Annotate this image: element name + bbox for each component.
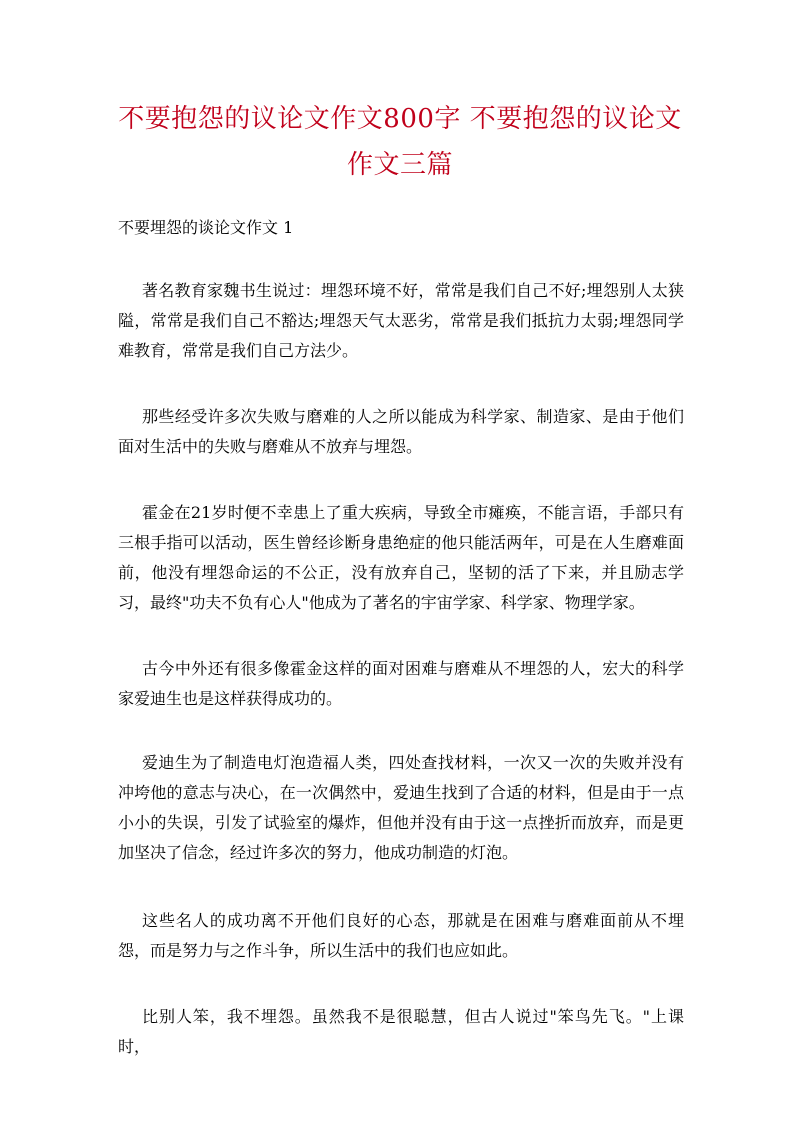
- document-title: 不要抱怨的议论文作文800字 不要抱怨的议论文作文三篇: [118, 104, 682, 180]
- paragraph-4: 古今中外还有很多像霍金这样的面对困难与磨难从不埋怨的人，宏大的科学家爱迪生也是这样获得成功的。: [118, 659, 684, 708]
- paragraph-1: 著名教育家魏书生说过：埋怨环境不好，常常是我们自己不好;埋怨别人太狭隘，常常是我们自己不豁达;埋怨天气太恶劣，常常是我们抵抗力太弱;埋怨同学难教育，常常是我们自己方法少。: [118, 281, 684, 360]
- paragraph-3: 霍金在21岁时便不幸患上了重大疾病，导致全市瘫痪，不能言语，手部只有三根手指可以活动，医生曾经诊断身患绝症的他只能活两年，可是在人生磨难面前，他没有埋怨命运的不公正，没有放弃自己，坚韧的活了下来，并且励志学习，最终"功夫不负有心人"他成为了著名的宇宙学家、科学家、物理学家。: [118, 503, 684, 612]
- paragraph-2: 那些经受许多次失败与磨难的人之所以能成为科学家、制造家、是由于他们面对生活中的失败与磨难从不放弃与埋怨。: [118, 407, 684, 456]
- paragraph-6: 这些名人的成功离不开他们良好的心态，那就是在困难与磨难面前从不埋怨，而是努力与之作斗争，所以生活中的我们也应如此。: [118, 911, 684, 960]
- paragraph-7: 比别人笨，我不埋怨。虽然我不是很聪慧，但古人说过"笨鸟先飞。"上课时，: [118, 1007, 684, 1056]
- paragraph-5: 爱迪生为了制造电灯泡造福人类，四处查找材料，一次又一次的失败并没有冲垮他的意志与决心，在一次偶然中，爱迪生找到了合适的材料，但是由于一点小小的失误，引发了试验室的爆炸，但他并没有由于这一点挫折而放弃，而是更加坚决了信念，经过许多次的努力，他成功制造的灯泡。: [118, 753, 684, 862]
- section-heading: 不要埋怨的谈论文作文 1: [118, 218, 294, 237]
